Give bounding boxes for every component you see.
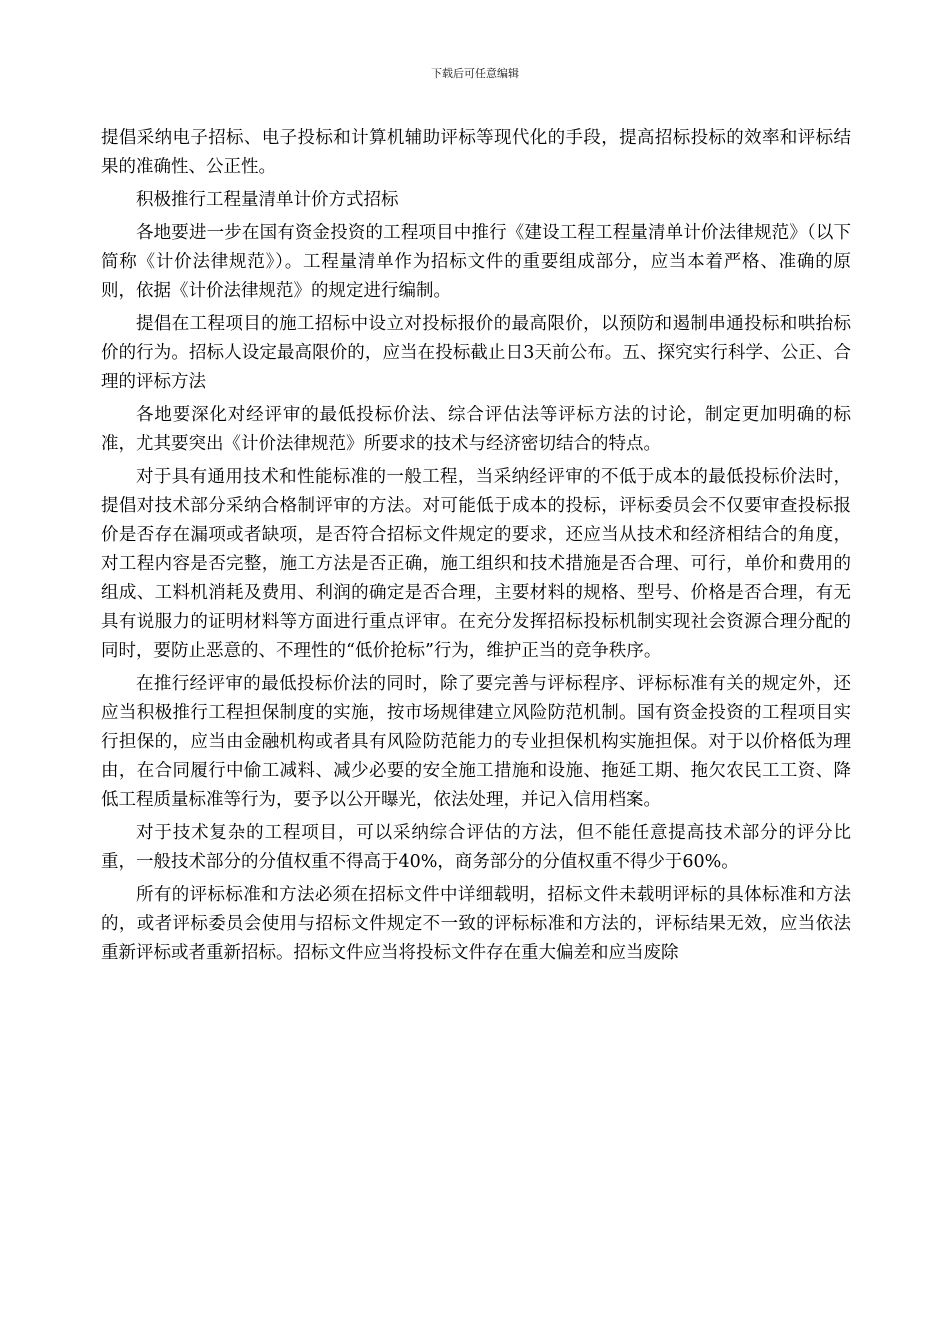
paragraph-general-projects: 对于具有通用技术和性能标准的一般工程，当采纳经评审的不低于成本的最低投标价法时，提倡对技术部分采纳合格制评审的方法。对可能低于成本的投标，评标委员会不仅要审查投标报价是否存在漏项或者缺项，是否符合招标文件规定的要求，还应当从技术和经济相结合的角度，对工程内容是否完整，施工方法是否正确，施工组织和技术措施是否合理、可行，单价和费用的组成、工料机消耗及费用、利润的确定是否合理，主要材料的规格、型号、价格是否合理，有无具有说服力的证明材料等方面进行重点评审。在充分发挥招标投标机制实现社会资源合理分配的同时，要防止恶意的、不理性的“低价抢标”行为，维护正当的竞争秩序。 bbox=[101, 467, 851, 661]
paragraph-complex-projects: 对于技术复杂的工程项目，可以采纳综合评估的方法，但不能任意提高技术部分的评分比重，一般技术部分的分值权重不得高于40%，商务部分的分值权重不得少于60%。 bbox=[101, 823, 851, 872]
paragraph-pricing-standard: 各地要进一步在国有资金投资的工程项目中推行《建设工程工程量清单计价法律规范》（以下简称《计价法律规范》）。工程量清单作为招标文件的重要组成部分，应当本着严格、准确的原则，依据《计价法律规范》的规定进行编制。 bbox=[101, 223, 851, 301]
paragraph-evaluation-methods: 各地要深化对经评审的最低投标价法、综合评估法等评标方法的讨论，制定更加明确的标准，尤其要突出《计价法律规范》所要求的技术与经济密切结合的特点。 bbox=[101, 405, 851, 454]
paragraph-guarantee-system: 在推行经评审的最低投标价法的同时，除了要完善与评标程序、评标标准有关的规定外，还应当积极推行工程担保制度的实施，按市场规律建立风险防范机制。国有资金投资的工程项目实行担保的，应当由金融机构或者具有风险防范能力的专业担保机构实施担保。对于以价格低为理由，在合同履行中偷工减料、减少必要的安全施工措施和设施、拖延工期、拖欠农民工工资、降低工程质量标准等行为，要予以公开曝光，依法处理，并记入信用档案。 bbox=[101, 674, 851, 810]
paragraph-evaluation-criteria: 所有的评标标准和方法必须在招标文件中详细载明，招标文件未载明评标的具体标准和方法的，或者评标委员会使用与招标文件规定不一致的评标标准和方法的，评标结果无效，应当依法重新评标或者重新招标。招标文件应当将投标文件存在重大偏差和应当废除 bbox=[101, 885, 851, 963]
page-header-note: 下载后可任意编辑 bbox=[431, 67, 519, 80]
paragraph-electronic-bidding: 提倡采纳电子招标、电子投标和计算机辅助评标等现代化的手段，提高招标投标的效率和评标结果的准确性、公正性。 bbox=[101, 128, 851, 177]
paragraph-maximum-price-limit: 提倡在工程项目的施工招标中设立对投标报价的最高限价，以预防和遏制串通投标和哄抬标价的行为。招标人设定最高限价的，应当在投标截止日3天前公布。五、探究实行科学、公正、合理的评标方法 bbox=[101, 314, 851, 392]
paragraph-heading-bill-of-quantities: 积极推行工程量清单计价方式招标 bbox=[136, 190, 399, 210]
document-body bbox=[101, 124, 851, 972]
